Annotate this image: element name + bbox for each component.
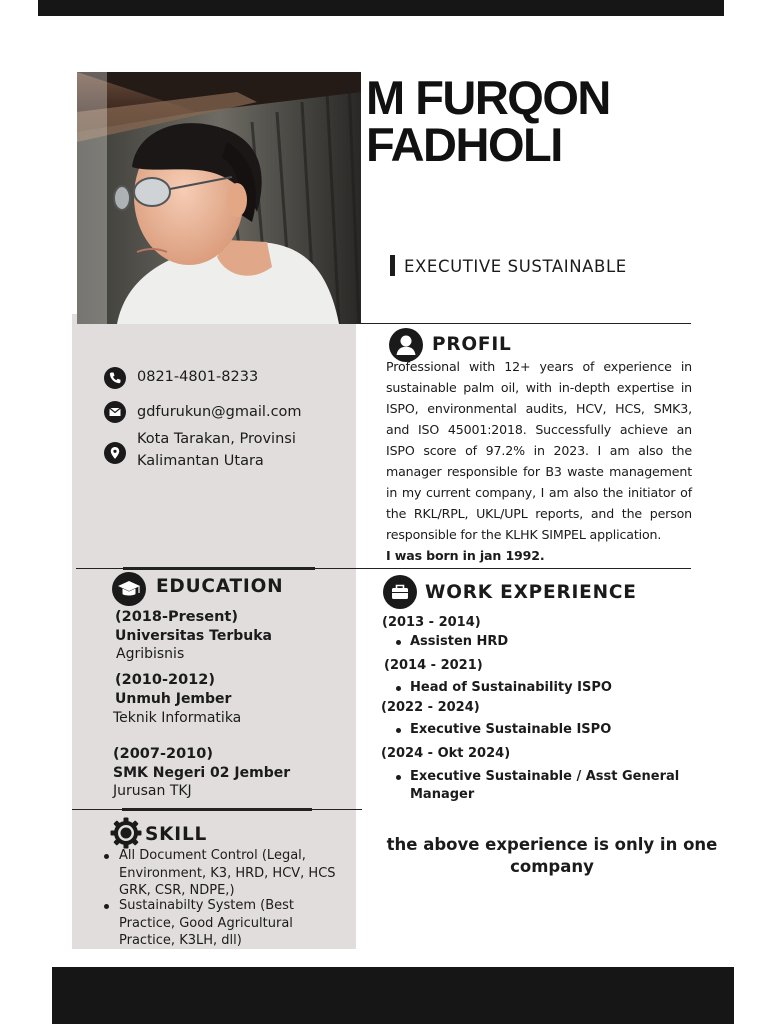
work-role: Assisten HRD	[410, 634, 509, 649]
work-period: (2014 - 2021)	[384, 658, 483, 673]
email-icon	[104, 401, 126, 423]
bullet-icon	[396, 686, 401, 691]
briefcase-icon	[383, 575, 417, 609]
contact-email: gdfurukun@gmail.com	[137, 404, 302, 420]
education-title: EDUCATION	[156, 576, 284, 597]
edu-period: (2010-2012)	[115, 672, 215, 688]
location-icon	[104, 442, 126, 464]
skill-item: All Document Control (Legal, Environment, K3, HRD, HCV, HCS GRK, CSR, NDPE,)	[119, 848, 336, 898]
name-line-1: M FURQON	[366, 71, 610, 124]
bullet-icon	[104, 904, 109, 909]
bullet-icon	[396, 640, 401, 645]
work-role: Executive Sustainable ISPO	[410, 722, 612, 737]
skill-item: Sustainabilty System (Best Practice, Good Agricultural Practice, K3LH, dll)	[119, 898, 295, 948]
profile-title: PROFIL	[432, 334, 512, 355]
bottom-bar	[52, 967, 734, 1024]
full-name	[366, 71, 746, 171]
divider-profile-top	[361, 323, 691, 324]
address-line-1: Kota Tarakan, Provinsi	[137, 431, 296, 447]
profile-summary	[386, 356, 692, 566]
work-note: the above experience is only in one company	[386, 835, 718, 876]
contact-address	[137, 428, 296, 472]
bullet-icon	[396, 728, 401, 733]
bullet-icon	[104, 854, 109, 859]
divider-accent-2	[122, 808, 312, 811]
bullet-icon	[396, 775, 401, 780]
edu-major: Agribisnis	[116, 646, 185, 662]
work-role: Head of Sustainability ISPO	[410, 680, 612, 695]
edu-institution: SMK Negeri 02 Jember	[113, 765, 291, 781]
work-period: (2013 - 2014)	[382, 615, 481, 630]
edu-major: Teknik Informatika	[113, 710, 242, 726]
name-line-2: FADHOLI	[366, 118, 562, 171]
edu-period: (2007-2010)	[113, 746, 213, 762]
graduation-cap-icon	[112, 572, 146, 606]
work-role: Executive Sustainable / Asst General Manager	[410, 769, 680, 802]
address-line-2: Kalimantan Utara	[137, 453, 264, 469]
edu-period: (2018-Present)	[115, 609, 238, 625]
divider-accent	[123, 567, 315, 570]
contact-phone: 0821-4801-8233	[137, 369, 259, 385]
edu-institution: Unmuh Jember	[115, 691, 232, 707]
edu-institution: Universitas Terbuka	[115, 628, 272, 644]
edu-major: Jurusan TKJ	[113, 783, 192, 799]
phone-icon	[104, 367, 126, 389]
job-title-bar	[390, 255, 395, 276]
work-period: (2024 - Okt 2024)	[381, 746, 511, 761]
work-period: (2022 - 2024)	[381, 700, 480, 715]
work-title: WORK EXPERIENCE	[425, 582, 637, 603]
skill-title: SKILL	[145, 824, 208, 845]
job-title: EXECUTIVE SUSTAINABLE	[404, 257, 627, 276]
profile-born: I was born in jan 1992.	[386, 548, 545, 563]
gear-icon	[109, 816, 143, 850]
profile-photo	[77, 72, 361, 324]
profile-text: Professional with 12+ years of experience in sustainable palm oil, with in-depth expertise in ISPO, environmental audits, HCV, HCS, SMK3, and ISO 45001:2018. Successfully achieve an ISPO score of 97.2% in 2023. I am also the manager responsible for B3 waste management in my current company, I am also the initiator of the RKL/RPL, UKL/UPL reports, and the person responsible for the KLHK SIMPEL application.	[386, 359, 692, 542]
top-bar	[38, 0, 724, 16]
